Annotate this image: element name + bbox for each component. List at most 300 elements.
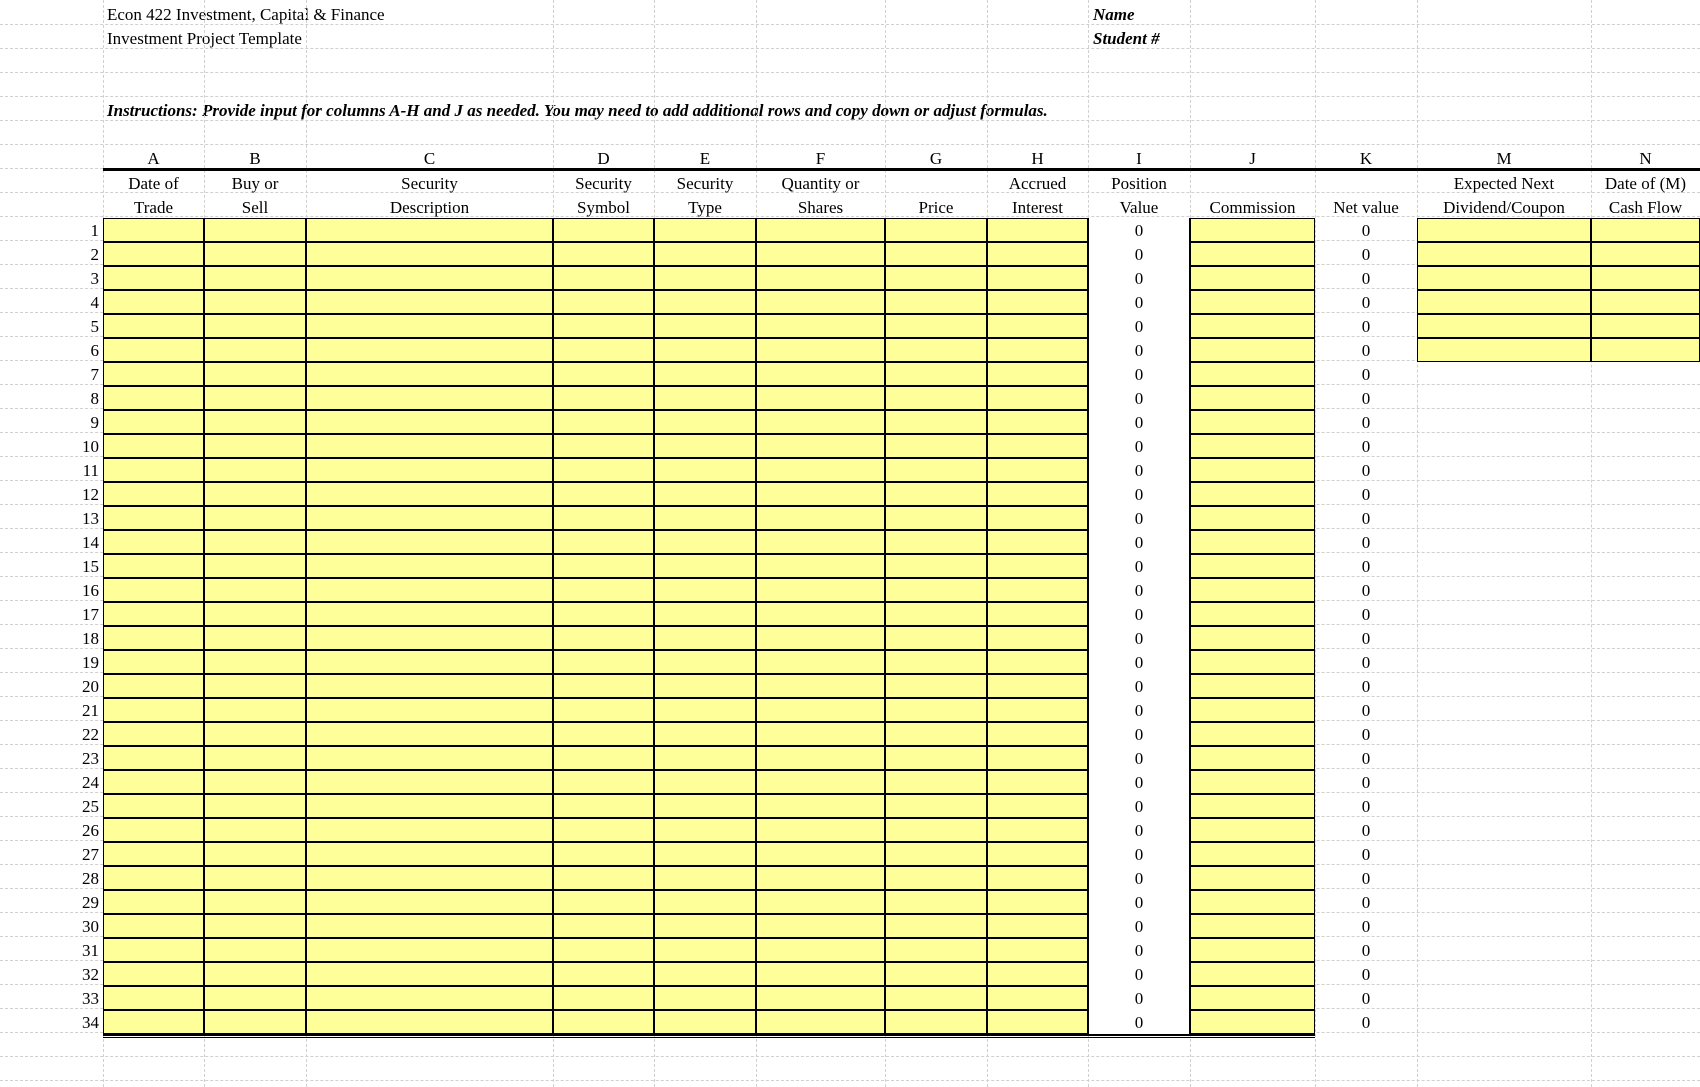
input-cell-col-B[interactable] (204, 746, 306, 770)
input-cell-col-E[interactable] (654, 530, 756, 554)
input-cell-col-J[interactable] (1190, 506, 1315, 530)
input-cell-col-A[interactable] (103, 266, 204, 290)
input-cell-col-C[interactable] (306, 602, 553, 626)
input-cell-col-E[interactable] (654, 362, 756, 386)
input-cell-col-C[interactable] (306, 770, 553, 794)
input-cell-col-B[interactable] (204, 530, 306, 554)
input-cell-col-E[interactable] (654, 266, 756, 290)
input-cell-col-M[interactable] (1417, 218, 1591, 242)
input-cell-col-D[interactable] (553, 890, 654, 914)
input-cell-col-C[interactable] (306, 362, 553, 386)
input-cell-col-H[interactable] (987, 674, 1088, 698)
input-cell-col-C[interactable] (306, 698, 553, 722)
input-cell-col-C[interactable] (306, 866, 553, 890)
input-cell-col-B[interactable] (204, 650, 306, 674)
input-cell-col-B[interactable] (204, 602, 306, 626)
input-cell-col-J[interactable] (1190, 338, 1315, 362)
input-cell-col-G[interactable] (885, 746, 987, 770)
input-cell-col-J[interactable] (1190, 578, 1315, 602)
input-cell-col-J[interactable] (1190, 938, 1315, 962)
input-cell-col-J[interactable] (1190, 962, 1315, 986)
input-cell-col-C[interactable] (306, 482, 553, 506)
input-cell-col-H[interactable] (987, 698, 1088, 722)
input-cell-col-J[interactable] (1190, 386, 1315, 410)
input-cell-col-J[interactable] (1190, 818, 1315, 842)
input-cell-col-F[interactable] (756, 890, 885, 914)
input-cell-col-D[interactable] (553, 746, 654, 770)
input-cell-col-C[interactable] (306, 290, 553, 314)
input-cell-col-F[interactable] (756, 674, 885, 698)
input-cell-col-F[interactable] (756, 290, 885, 314)
input-cell-col-F[interactable] (756, 338, 885, 362)
input-cell-col-G[interactable] (885, 506, 987, 530)
input-cell-col-G[interactable] (885, 266, 987, 290)
input-cell-col-A[interactable] (103, 866, 204, 890)
input-cell-col-A[interactable] (103, 722, 204, 746)
input-cell-col-J[interactable] (1190, 698, 1315, 722)
input-cell-col-G[interactable] (885, 890, 987, 914)
input-cell-col-H[interactable] (987, 866, 1088, 890)
input-cell-col-J[interactable] (1190, 1010, 1315, 1034)
input-cell-col-C[interactable] (306, 218, 553, 242)
input-cell-col-J[interactable] (1190, 674, 1315, 698)
input-cell-col-J[interactable] (1190, 842, 1315, 866)
input-cell-col-C[interactable] (306, 962, 553, 986)
input-cell-col-H[interactable] (987, 722, 1088, 746)
input-cell-col-A[interactable] (103, 530, 204, 554)
input-cell-col-C[interactable] (306, 842, 553, 866)
input-cell-col-H[interactable] (987, 266, 1088, 290)
input-cell-col-F[interactable] (756, 770, 885, 794)
input-cell-col-E[interactable] (654, 290, 756, 314)
input-cell-col-J[interactable] (1190, 458, 1315, 482)
input-cell-col-B[interactable] (204, 338, 306, 362)
input-cell-col-C[interactable] (306, 722, 553, 746)
input-cell-col-C[interactable] (306, 794, 553, 818)
input-cell-col-H[interactable] (987, 506, 1088, 530)
input-cell-col-H[interactable] (987, 602, 1088, 626)
input-cell-col-G[interactable] (885, 698, 987, 722)
input-cell-col-E[interactable] (654, 338, 756, 362)
input-cell-col-D[interactable] (553, 914, 654, 938)
input-cell-col-C[interactable] (306, 242, 553, 266)
input-cell-col-F[interactable] (756, 842, 885, 866)
input-cell-col-D[interactable] (553, 1010, 654, 1034)
input-cell-col-J[interactable] (1190, 866, 1315, 890)
input-cell-col-C[interactable] (306, 578, 553, 602)
input-cell-col-H[interactable] (987, 338, 1088, 362)
input-cell-col-F[interactable] (756, 578, 885, 602)
input-cell-col-G[interactable] (885, 434, 987, 458)
input-cell-col-D[interactable] (553, 434, 654, 458)
input-cell-col-E[interactable] (654, 746, 756, 770)
input-cell-col-J[interactable] (1190, 722, 1315, 746)
input-cell-col-D[interactable] (553, 866, 654, 890)
input-cell-col-G[interactable] (885, 770, 987, 794)
input-cell-col-J[interactable] (1190, 290, 1315, 314)
input-cell-col-J[interactable] (1190, 266, 1315, 290)
input-cell-col-D[interactable] (553, 338, 654, 362)
input-cell-col-C[interactable] (306, 986, 553, 1010)
input-cell-col-J[interactable] (1190, 746, 1315, 770)
input-cell-col-B[interactable] (204, 818, 306, 842)
input-cell-col-J[interactable] (1190, 530, 1315, 554)
input-cell-col-H[interactable] (987, 770, 1088, 794)
input-cell-col-C[interactable] (306, 938, 553, 962)
input-cell-col-E[interactable] (654, 482, 756, 506)
input-cell-col-A[interactable] (103, 506, 204, 530)
input-cell-col-B[interactable] (204, 914, 306, 938)
input-cell-col-J[interactable] (1190, 650, 1315, 674)
input-cell-col-A[interactable] (103, 986, 204, 1010)
input-cell-col-G[interactable] (885, 554, 987, 578)
input-cell-col-C[interactable] (306, 386, 553, 410)
input-cell-col-E[interactable] (654, 770, 756, 794)
input-cell-col-J[interactable] (1190, 890, 1315, 914)
input-cell-col-G[interactable] (885, 962, 987, 986)
input-cell-col-H[interactable] (987, 962, 1088, 986)
input-cell-col-G[interactable] (885, 674, 987, 698)
input-cell-col-G[interactable] (885, 458, 987, 482)
input-cell-col-C[interactable] (306, 914, 553, 938)
input-cell-col-B[interactable] (204, 242, 306, 266)
input-cell-col-D[interactable] (553, 698, 654, 722)
input-cell-col-J[interactable] (1190, 242, 1315, 266)
input-cell-col-G[interactable] (885, 602, 987, 626)
input-cell-col-F[interactable] (756, 722, 885, 746)
input-cell-col-H[interactable] (987, 434, 1088, 458)
input-cell-col-B[interactable] (204, 722, 306, 746)
input-cell-col-F[interactable] (756, 410, 885, 434)
input-cell-col-A[interactable] (103, 962, 204, 986)
input-cell-col-A[interactable] (103, 650, 204, 674)
input-cell-col-E[interactable] (654, 794, 756, 818)
input-cell-col-J[interactable] (1190, 554, 1315, 578)
input-cell-col-F[interactable] (756, 602, 885, 626)
input-cell-col-G[interactable] (885, 842, 987, 866)
input-cell-col-M[interactable] (1417, 242, 1591, 266)
input-cell-col-F[interactable] (756, 530, 885, 554)
input-cell-col-D[interactable] (553, 674, 654, 698)
input-cell-col-G[interactable] (885, 986, 987, 1010)
input-cell-col-C[interactable] (306, 818, 553, 842)
input-cell-col-E[interactable] (654, 986, 756, 1010)
input-cell-col-B[interactable] (204, 554, 306, 578)
input-cell-col-A[interactable] (103, 434, 204, 458)
input-cell-col-B[interactable] (204, 770, 306, 794)
input-cell-col-C[interactable] (306, 554, 553, 578)
input-cell-col-J[interactable] (1190, 314, 1315, 338)
input-cell-col-H[interactable] (987, 626, 1088, 650)
input-cell-col-F[interactable] (756, 434, 885, 458)
input-cell-col-A[interactable] (103, 698, 204, 722)
input-cell-col-H[interactable] (987, 554, 1088, 578)
input-cell-col-D[interactable] (553, 362, 654, 386)
input-cell-col-E[interactable] (654, 866, 756, 890)
input-cell-col-A[interactable] (103, 794, 204, 818)
input-cell-col-G[interactable] (885, 578, 987, 602)
input-cell-col-F[interactable] (756, 962, 885, 986)
input-cell-col-F[interactable] (756, 458, 885, 482)
input-cell-col-N[interactable] (1591, 218, 1700, 242)
input-cell-col-C[interactable] (306, 338, 553, 362)
input-cell-col-N[interactable] (1591, 290, 1700, 314)
input-cell-col-A[interactable] (103, 674, 204, 698)
input-cell-col-F[interactable] (756, 866, 885, 890)
input-cell-col-E[interactable] (654, 218, 756, 242)
input-cell-col-E[interactable] (654, 410, 756, 434)
input-cell-col-F[interactable] (756, 386, 885, 410)
input-cell-col-E[interactable] (654, 698, 756, 722)
input-cell-col-C[interactable] (306, 626, 553, 650)
input-cell-col-E[interactable] (654, 650, 756, 674)
input-cell-col-E[interactable] (654, 578, 756, 602)
input-cell-col-F[interactable] (756, 698, 885, 722)
input-cell-col-B[interactable] (204, 458, 306, 482)
input-cell-col-B[interactable] (204, 434, 306, 458)
input-cell-col-A[interactable] (103, 218, 204, 242)
input-cell-col-G[interactable] (885, 722, 987, 746)
input-cell-col-H[interactable] (987, 746, 1088, 770)
input-cell-col-A[interactable] (103, 770, 204, 794)
input-cell-col-D[interactable] (553, 290, 654, 314)
input-cell-col-D[interactable] (553, 386, 654, 410)
input-cell-col-M[interactable] (1417, 266, 1591, 290)
input-cell-col-E[interactable] (654, 626, 756, 650)
input-cell-col-F[interactable] (756, 914, 885, 938)
input-cell-col-A[interactable] (103, 914, 204, 938)
input-cell-col-H[interactable] (987, 794, 1088, 818)
input-cell-col-H[interactable] (987, 242, 1088, 266)
input-cell-col-G[interactable] (885, 338, 987, 362)
input-cell-col-D[interactable] (553, 530, 654, 554)
input-cell-col-H[interactable] (987, 986, 1088, 1010)
input-cell-col-N[interactable] (1591, 242, 1700, 266)
input-cell-col-A[interactable] (103, 482, 204, 506)
input-cell-col-H[interactable] (987, 890, 1088, 914)
input-cell-col-F[interactable] (756, 626, 885, 650)
input-cell-col-E[interactable] (654, 242, 756, 266)
input-cell-col-D[interactable] (553, 626, 654, 650)
input-cell-col-A[interactable] (103, 578, 204, 602)
input-cell-col-N[interactable] (1591, 314, 1700, 338)
input-cell-col-J[interactable] (1190, 362, 1315, 386)
input-cell-col-B[interactable] (204, 674, 306, 698)
input-cell-col-J[interactable] (1190, 794, 1315, 818)
input-cell-col-B[interactable] (204, 482, 306, 506)
input-cell-col-A[interactable] (103, 818, 204, 842)
input-cell-col-H[interactable] (987, 482, 1088, 506)
input-cell-col-H[interactable] (987, 218, 1088, 242)
input-cell-col-C[interactable] (306, 458, 553, 482)
input-cell-col-A[interactable] (103, 290, 204, 314)
input-cell-col-E[interactable] (654, 818, 756, 842)
input-cell-col-E[interactable] (654, 434, 756, 458)
input-cell-col-H[interactable] (987, 842, 1088, 866)
input-cell-col-B[interactable] (204, 962, 306, 986)
input-cell-col-B[interactable] (204, 986, 306, 1010)
input-cell-col-E[interactable] (654, 914, 756, 938)
input-cell-col-H[interactable] (987, 818, 1088, 842)
input-cell-col-G[interactable] (885, 626, 987, 650)
input-cell-col-D[interactable] (553, 410, 654, 434)
input-cell-col-C[interactable] (306, 1010, 553, 1034)
input-cell-col-B[interactable] (204, 698, 306, 722)
input-cell-col-E[interactable] (654, 506, 756, 530)
input-cell-col-J[interactable] (1190, 986, 1315, 1010)
input-cell-col-H[interactable] (987, 914, 1088, 938)
input-cell-col-G[interactable] (885, 866, 987, 890)
input-cell-col-B[interactable] (204, 410, 306, 434)
input-cell-col-B[interactable] (204, 386, 306, 410)
input-cell-col-H[interactable] (987, 314, 1088, 338)
input-cell-col-C[interactable] (306, 314, 553, 338)
input-cell-col-F[interactable] (756, 554, 885, 578)
input-cell-col-F[interactable] (756, 362, 885, 386)
input-cell-col-A[interactable] (103, 938, 204, 962)
input-cell-col-A[interactable] (103, 746, 204, 770)
input-cell-col-J[interactable] (1190, 410, 1315, 434)
input-cell-col-A[interactable] (103, 602, 204, 626)
input-cell-col-F[interactable] (756, 242, 885, 266)
input-cell-col-A[interactable] (103, 338, 204, 362)
input-cell-col-D[interactable] (553, 242, 654, 266)
input-cell-col-A[interactable] (103, 410, 204, 434)
input-cell-col-C[interactable] (306, 530, 553, 554)
input-cell-col-J[interactable] (1190, 218, 1315, 242)
input-cell-col-D[interactable] (553, 770, 654, 794)
input-cell-col-H[interactable] (987, 578, 1088, 602)
input-cell-col-H[interactable] (987, 386, 1088, 410)
input-cell-col-B[interactable] (204, 866, 306, 890)
input-cell-col-J[interactable] (1190, 482, 1315, 506)
input-cell-col-A[interactable] (103, 458, 204, 482)
input-cell-col-G[interactable] (885, 914, 987, 938)
input-cell-col-F[interactable] (756, 818, 885, 842)
input-cell-col-D[interactable] (553, 938, 654, 962)
input-cell-col-F[interactable] (756, 794, 885, 818)
input-cell-col-D[interactable] (553, 578, 654, 602)
input-cell-col-E[interactable] (654, 1010, 756, 1034)
input-cell-col-B[interactable] (204, 578, 306, 602)
input-cell-col-A[interactable] (103, 842, 204, 866)
input-cell-col-F[interactable] (756, 482, 885, 506)
input-cell-col-A[interactable] (103, 314, 204, 338)
input-cell-col-N[interactable] (1591, 266, 1700, 290)
input-cell-col-H[interactable] (987, 530, 1088, 554)
input-cell-col-G[interactable] (885, 218, 987, 242)
input-cell-col-A[interactable] (103, 890, 204, 914)
input-cell-col-H[interactable] (987, 410, 1088, 434)
input-cell-col-C[interactable] (306, 266, 553, 290)
input-cell-col-E[interactable] (654, 890, 756, 914)
input-cell-col-F[interactable] (756, 650, 885, 674)
input-cell-col-D[interactable] (553, 458, 654, 482)
input-cell-col-H[interactable] (987, 650, 1088, 674)
input-cell-col-C[interactable] (306, 674, 553, 698)
input-cell-col-C[interactable] (306, 410, 553, 434)
input-cell-col-F[interactable] (756, 314, 885, 338)
input-cell-col-H[interactable] (987, 458, 1088, 482)
input-cell-col-C[interactable] (306, 746, 553, 770)
input-cell-col-B[interactable] (204, 314, 306, 338)
input-cell-col-D[interactable] (553, 650, 654, 674)
input-cell-col-A[interactable] (103, 362, 204, 386)
input-cell-col-J[interactable] (1190, 434, 1315, 458)
input-cell-col-H[interactable] (987, 290, 1088, 314)
input-cell-col-D[interactable] (553, 266, 654, 290)
input-cell-col-G[interactable] (885, 386, 987, 410)
input-cell-col-G[interactable] (885, 794, 987, 818)
input-cell-col-B[interactable] (204, 290, 306, 314)
input-cell-col-F[interactable] (756, 1010, 885, 1034)
input-cell-col-B[interactable] (204, 362, 306, 386)
input-cell-col-G[interactable] (885, 818, 987, 842)
input-cell-col-C[interactable] (306, 434, 553, 458)
input-cell-col-D[interactable] (553, 722, 654, 746)
input-cell-col-H[interactable] (987, 1010, 1088, 1034)
input-cell-col-D[interactable] (553, 314, 654, 338)
input-cell-col-M[interactable] (1417, 314, 1591, 338)
input-cell-col-A[interactable] (103, 242, 204, 266)
input-cell-col-E[interactable] (654, 674, 756, 698)
input-cell-col-F[interactable] (756, 938, 885, 962)
input-cell-col-C[interactable] (306, 890, 553, 914)
input-cell-col-B[interactable] (204, 1010, 306, 1034)
input-cell-col-A[interactable] (103, 626, 204, 650)
input-cell-col-F[interactable] (756, 506, 885, 530)
input-cell-col-J[interactable] (1190, 914, 1315, 938)
input-cell-col-G[interactable] (885, 410, 987, 434)
input-cell-col-B[interactable] (204, 218, 306, 242)
input-cell-col-D[interactable] (553, 602, 654, 626)
input-cell-col-G[interactable] (885, 938, 987, 962)
input-cell-col-H[interactable] (987, 362, 1088, 386)
input-cell-col-B[interactable] (204, 626, 306, 650)
input-cell-col-N[interactable] (1591, 338, 1700, 362)
input-cell-col-E[interactable] (654, 602, 756, 626)
input-cell-col-D[interactable] (553, 962, 654, 986)
input-cell-col-G[interactable] (885, 242, 987, 266)
input-cell-col-D[interactable] (553, 818, 654, 842)
input-cell-col-C[interactable] (306, 650, 553, 674)
input-cell-col-D[interactable] (553, 794, 654, 818)
input-cell-col-F[interactable] (756, 266, 885, 290)
input-cell-col-F[interactable] (756, 746, 885, 770)
input-cell-col-E[interactable] (654, 938, 756, 962)
input-cell-col-B[interactable] (204, 266, 306, 290)
input-cell-col-J[interactable] (1190, 770, 1315, 794)
input-cell-col-E[interactable] (654, 458, 756, 482)
input-cell-col-E[interactable] (654, 314, 756, 338)
input-cell-col-E[interactable] (654, 842, 756, 866)
input-cell-col-J[interactable] (1190, 602, 1315, 626)
input-cell-col-A[interactable] (103, 1010, 204, 1034)
input-cell-col-A[interactable] (103, 386, 204, 410)
input-cell-col-M[interactable] (1417, 338, 1591, 362)
input-cell-col-G[interactable] (885, 1010, 987, 1034)
input-cell-col-D[interactable] (553, 218, 654, 242)
input-cell-col-E[interactable] (654, 722, 756, 746)
input-cell-col-F[interactable] (756, 986, 885, 1010)
input-cell-col-D[interactable] (553, 554, 654, 578)
input-cell-col-F[interactable] (756, 218, 885, 242)
input-cell-col-C[interactable] (306, 506, 553, 530)
input-cell-col-J[interactable] (1190, 626, 1315, 650)
input-cell-col-G[interactable] (885, 530, 987, 554)
input-cell-col-B[interactable] (204, 842, 306, 866)
input-cell-col-E[interactable] (654, 554, 756, 578)
